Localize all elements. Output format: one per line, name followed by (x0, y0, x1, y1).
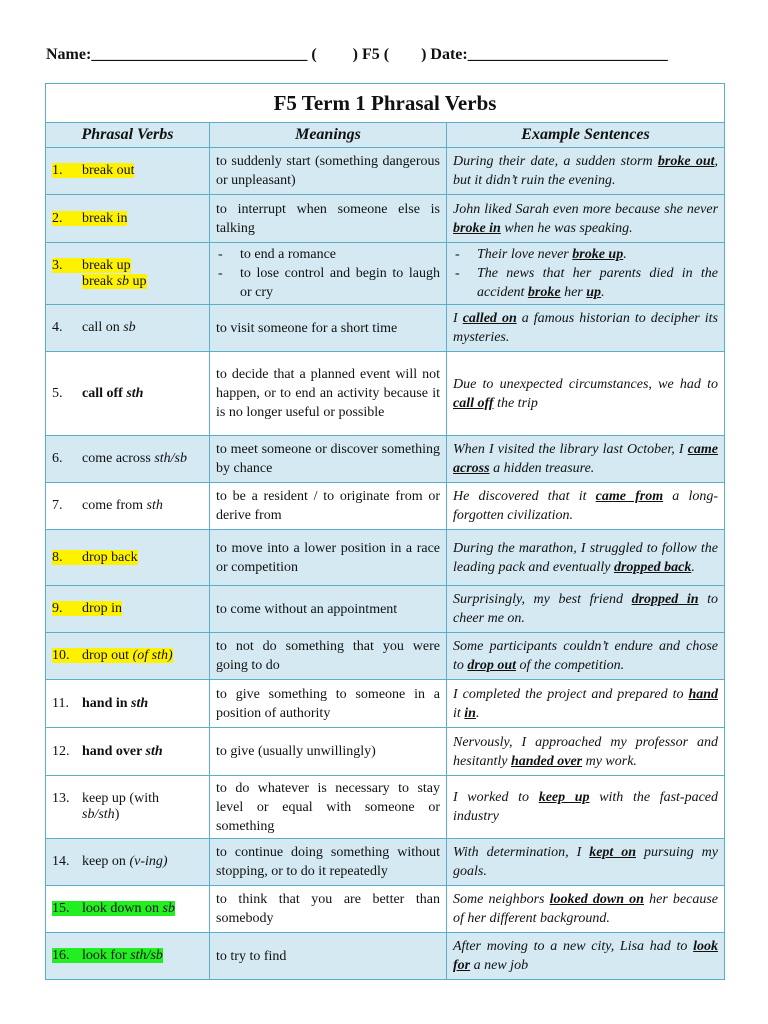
example-cell: I called on a famous historian to decipher its mysteries. (447, 305, 725, 352)
text-fragment: sb (116, 273, 130, 289)
phrasal-verb: come from (82, 498, 147, 513)
example-cell: During their date, a sudden storm broke out, but it didn’t ruin the evening. (447, 148, 725, 195)
text-fragment: 12. (52, 743, 70, 759)
page-title: F5 Term 1 Phrasal Verbs (46, 84, 725, 123)
text-fragment: sb (162, 901, 175, 916)
table-row (46, 680, 725, 728)
text-fragment: sb (123, 320, 136, 335)
table-row (46, 195, 725, 243)
text-fragment: break sb up (82, 273, 147, 289)
verb-cell (46, 305, 210, 352)
phrasal-verb: call off (82, 385, 127, 401)
phrasal-verb: break out (82, 163, 135, 178)
text-fragment: 14. (52, 854, 70, 869)
table-row (46, 352, 725, 436)
example-cell: He discovered that it came from a long-forgotten civilization. (447, 483, 725, 530)
target-phrase: keep up (538, 790, 590, 805)
verb-cell (46, 680, 210, 728)
table-row (46, 530, 725, 586)
meaning-cell: to interrupt when someone else is talking (210, 195, 447, 243)
meaning-cell: to meet someone or discover something by chance (210, 436, 447, 483)
column-header-meanings: Meanings (210, 123, 447, 148)
text-fragment (52, 948, 163, 963)
target-phrase: broke (527, 285, 561, 300)
example-cell: Surprisingly, my best friend dropped in to cheer me on. (447, 586, 725, 633)
verb-cell (46, 436, 210, 483)
table-row (46, 886, 725, 933)
target-phrase: broke up (572, 247, 624, 262)
meaning-cell: to do whatever is necessary to stay level or equal with someone or something (210, 776, 447, 839)
phrasal-verb: hand over (82, 743, 146, 759)
table-row (46, 839, 725, 886)
meaning-cell: to be a resident / to originate from or derive from (210, 483, 447, 530)
phrasal-verb: break up (82, 257, 131, 273)
table-row (46, 436, 725, 483)
text-fragment (453, 245, 718, 302)
target-phrase: came across (453, 442, 719, 476)
verb-cell (46, 148, 210, 195)
example-cell: Nervously, I approached my professor and hesitantly handed over my work. (447, 728, 725, 776)
meaning-cell: to give (usually unwillingly) (210, 728, 447, 776)
date-label: Date: (430, 46, 468, 63)
table-row (46, 633, 725, 680)
text-fragment (52, 901, 175, 916)
verb-cell (46, 483, 210, 530)
example-cell: During the marathon, I struggled to follow the leading pack and eventually dropped back. (447, 530, 725, 586)
phrasal-verb: look down on (82, 901, 163, 916)
example-cell: John liked Sarah even more because she never broke in when he was speaking. (447, 195, 725, 243)
phrasal-verb: look for (82, 948, 131, 963)
verb-cell (46, 933, 210, 980)
example-cell: After moving to a new city, Lisa had to look for a new job (447, 933, 725, 980)
name-blank[interactable]: ___________________________ (91, 46, 308, 63)
example-cell: Some participants couldn’t endure and chose to drop out of the competition. (447, 633, 725, 680)
text-fragment: 10. (52, 648, 70, 663)
highlight (52, 163, 134, 178)
text-fragment (131, 696, 148, 711)
verb-cell (46, 886, 210, 933)
meaning-cell: to try to find (210, 933, 447, 980)
column-header-phrasal-verbs: Phrasal Verbs (46, 123, 210, 148)
text-fragment: sth (131, 695, 149, 711)
table-row (46, 148, 725, 195)
phrasal-verb: call on (82, 320, 124, 335)
meaning-cell: to visit someone for a short time (210, 305, 447, 352)
verb-cell (46, 530, 210, 586)
target-phrase: dropped in (631, 592, 699, 607)
text-fragment (52, 211, 127, 226)
text-fragment: sth/sb (154, 451, 187, 466)
text-fragment: 8. (52, 549, 63, 565)
target-phrase: in (464, 705, 476, 721)
text-fragment: sth/sb (130, 948, 163, 963)
text-fragment: 9. (52, 601, 63, 616)
name-label: Name: (46, 46, 92, 63)
phrasal-verbs-table (45, 83, 725, 980)
meaning-cell: to come without an appointment (210, 586, 447, 633)
phrasal-verb: keep on (82, 854, 130, 869)
text-fragment (52, 274, 205, 290)
text-fragment: 5. (52, 385, 63, 401)
example-cell: When I visited the library last October, I came across a hidden treasure. (447, 436, 725, 483)
table-row (46, 483, 725, 530)
example-cell: Due to unexpected circumstances, we had to call off the trip (447, 352, 725, 436)
target-phrase: broke out (657, 154, 715, 169)
text-fragment (52, 601, 122, 616)
example-item: - The news that her parents died in the accident broke her up. (477, 264, 718, 302)
text-fragment (52, 258, 131, 273)
text-fragment: 7. (52, 498, 63, 513)
meaning-item: - to lose control and begin to laugh or cry (240, 264, 440, 302)
meaning-cell: to move into a lower position in a race or competition (210, 530, 447, 586)
text-fragment: 1. (52, 163, 63, 178)
number-paren-open: ( (383, 46, 390, 63)
target-phrase: broke in (453, 220, 501, 236)
meaning-cell: to give something to someone in a position of authority (210, 680, 447, 728)
verb-cell (46, 633, 210, 680)
text-fragment: sb/sth) (82, 807, 120, 822)
meaning-item: - to end a romance (240, 245, 440, 264)
verb-cell (46, 352, 210, 436)
number-paren-close: ) (421, 46, 427, 63)
target-phrase: look for (453, 939, 719, 973)
table-row (46, 586, 725, 633)
text-fragment: sth (146, 498, 163, 513)
date-blank[interactable]: _________________________ (467, 46, 668, 63)
text-fragment: 16. (52, 948, 70, 963)
meaning-cell: to not do something that you were going to do (210, 633, 447, 680)
target-phrase: came from (595, 489, 664, 504)
student-info-line (46, 46, 736, 70)
verb-cell (46, 195, 210, 243)
table-row (46, 243, 725, 305)
text-fragment: (v-ing) (129, 854, 168, 869)
phrasal-verb: drop back (82, 549, 138, 565)
example-cell: With determination, I kept on pursuing my goals. (447, 839, 725, 886)
target-phrase: call off (453, 395, 494, 411)
verb-cell (46, 776, 210, 839)
text-fragment: sb/sth (82, 807, 115, 822)
phrasal-verbs-sheet (45, 83, 724, 980)
form-label: F5 (361, 46, 380, 63)
phrasal-verb: hand in (82, 695, 132, 711)
table-row (46, 728, 725, 776)
text-fragment: 4. (52, 320, 63, 335)
meaning-cell (210, 243, 447, 305)
phrasal-verb: drop in (82, 601, 123, 616)
phrasal-verb: come across (82, 451, 155, 466)
phrasal-verb: keep up (with (82, 791, 159, 806)
phrasal-verb: break in (82, 210, 128, 226)
class-paren-open: ( (311, 46, 317, 63)
text-fragment (126, 386, 143, 401)
target-phrase: dropped back (613, 559, 692, 575)
text-fragment: 6. (52, 451, 63, 466)
target-phrase: looked down on (549, 892, 644, 907)
meaning-cell: to think that you are better than somebody (210, 886, 447, 933)
verb-cell (46, 586, 210, 633)
target-phrase: hand (688, 686, 719, 702)
text-fragment (52, 550, 138, 565)
column-header-example-sentences: Example Sentences (447, 123, 725, 148)
table-row (46, 933, 725, 980)
example-cell: I worked to keep up with the fast-paced industry (447, 776, 725, 839)
example-cell: Some neighbors looked down on her because of her different background. (447, 886, 725, 933)
text-fragment: (of sth) (132, 648, 173, 663)
meaning-cell: to suddenly start (something dangerous or unpleasant) (210, 148, 447, 195)
phrasal-verb: drop out (82, 648, 133, 663)
target-phrase: up (586, 285, 602, 300)
text-fragment: 11. (52, 695, 69, 711)
example-item: - Their love never broke up. (477, 245, 718, 264)
example-cell: I completed the project and prepared to hand it in. (447, 680, 725, 728)
text-fragment (146, 744, 163, 759)
verb-cell (46, 243, 210, 305)
text-fragment: sth (126, 385, 144, 401)
target-phrase: drop out (467, 658, 517, 673)
text-fragment: 15. (52, 901, 70, 916)
target-phrase: kept on (589, 845, 637, 860)
table-row (46, 776, 725, 839)
table-row (46, 305, 725, 352)
target-phrase: handed over (510, 753, 583, 769)
verb-cell (46, 839, 210, 886)
target-phrase: called on (462, 311, 517, 326)
verb-cell (46, 728, 210, 776)
text-fragment: sth (145, 743, 163, 759)
text-fragment (52, 648, 173, 663)
text-fragment: 2. (52, 210, 63, 226)
text-fragment (216, 245, 440, 302)
text-fragment: 13. (52, 791, 70, 806)
example-cell (447, 243, 725, 305)
class-paren-close: ) (352, 46, 358, 63)
meaning-cell: to decide that a planned event will not happen, or to end an activity because it is no longer useful or possible (210, 352, 447, 436)
meaning-cell: to continue doing something without stopping, or to do it repeatedly (210, 839, 447, 886)
text-fragment: 3. (52, 257, 63, 273)
